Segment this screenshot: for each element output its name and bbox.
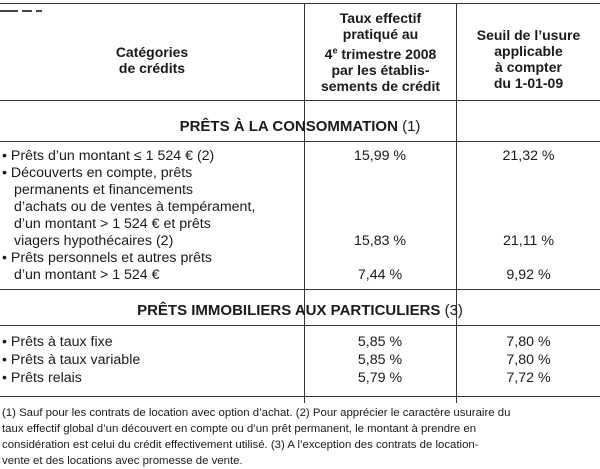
- footnote-line: taux effectif global d’un découvert en compte ou d’un prêt permanent, le montant à prendre en: [2, 423, 477, 435]
- row-label: • Prêts à taux variable: [2, 352, 141, 368]
- row-label: [2, 148, 304, 165]
- row-label: [2, 250, 304, 284]
- effective-rate-value: 7,44 %: [357, 267, 403, 283]
- footnotes: [2, 405, 600, 469]
- section2-bottom-rule: [0, 325, 600, 326]
- row-label-line: d’achats ou de ventes à tempérament,: [14, 199, 256, 215]
- usury-threshold-value: 7,72 %: [506, 370, 551, 386]
- effective-rate-value: 15,99 %: [353, 148, 407, 164]
- effective-rate-value: 5,85 %: [357, 352, 403, 368]
- header-usury-threshold-line3: à compter: [495, 59, 562, 75]
- row-label-line: viagers hypothécaires (2): [14, 233, 174, 249]
- header-categories-line2: de crédits: [118, 60, 186, 76]
- usury-threshold-value: 9,92 %: [506, 267, 551, 283]
- header-usury-threshold-line1: Seuil de l’usure: [476, 27, 581, 43]
- row-label-line: d’un montant > 1 524 € et prêts: [14, 216, 211, 232]
- row-label-line: • Prêts personnels et autres prêts: [2, 250, 212, 266]
- row-label: • Prêts à taux fixe: [2, 334, 113, 350]
- row-label-line: • Prêts d’un montant ≤ 1 524 € (2): [2, 148, 215, 164]
- row-label-line: d’un montant > 1 524 €: [14, 267, 160, 283]
- section-mortgage-loans-label: PRÊTS IMMOBILIERS AUX PARTICULIERS: [137, 302, 441, 319]
- header-categories: [0, 44, 304, 76]
- header-effective-rate-line4: par les établis-: [331, 61, 430, 78]
- usury-threshold-value: 21,11 %: [502, 233, 554, 249]
- usury-threshold-value: 21,32 %: [502, 148, 555, 164]
- table-bottom-rule: [0, 396, 600, 397]
- ordinal-superscript: e: [332, 45, 338, 55]
- header-usury-threshold-line4: du 1-01-09: [493, 75, 564, 91]
- section-mortgage-loans-title: [0, 302, 600, 320]
- section1-bottom-rule: [0, 141, 600, 142]
- row-label-line: permanents et financements: [14, 182, 194, 198]
- header-bottom-rule: [0, 100, 600, 101]
- footnote-line: vente et des locations avec promesse de vente.: [2, 455, 243, 467]
- header-effective-rate-line1: Taux effectif: [339, 10, 422, 26]
- section-consumer-loans-label: PRÊTS À LA CONSOMMATION: [179, 118, 398, 135]
- footnote-line: (1) Sauf pour les contrats de location avec option d’achat. (2) Pour apprécier le caractère usuraire du: [2, 407, 511, 419]
- header-effective-rate-line2: pratiqué au: [342, 26, 419, 42]
- effective-rate-value: 5,85 %: [357, 334, 403, 350]
- header-effective-rate-line5: sements de crédit: [320, 77, 441, 94]
- header-effective-rate-line3: 4e trimestre 2008: [324, 45, 437, 62]
- consumer-section-bottom-rule: [0, 289, 600, 290]
- row-label: [2, 165, 304, 250]
- header-usury-threshold: [457, 27, 600, 91]
- table-top-rule: [0, 3, 600, 4]
- section-consumer-loans-note: (1): [402, 118, 421, 135]
- header-usury-threshold-line2: applicable: [494, 43, 563, 59]
- header-categories-line1: Catégories: [115, 44, 189, 60]
- effective-rate-value: 15,83 %: [353, 233, 407, 249]
- section-consumer-loans-title: [0, 118, 600, 136]
- usury-threshold-value: 7,80 %: [506, 334, 551, 350]
- usury-threshold-value: 7,80 %: [506, 352, 551, 368]
- row-label-line: • Découverts en compte, prêts: [2, 165, 193, 181]
- section-mortgage-loans-note: (3): [444, 302, 463, 319]
- effective-rate-value: 5,79 %: [357, 370, 403, 386]
- row-label: • Prêts relais: [2, 370, 82, 386]
- header-effective-rate: [305, 10, 456, 94]
- footnote-line: considération est celui du crédit effectivement utilisé. (3) A l’exception des contrats de location-: [2, 439, 479, 451]
